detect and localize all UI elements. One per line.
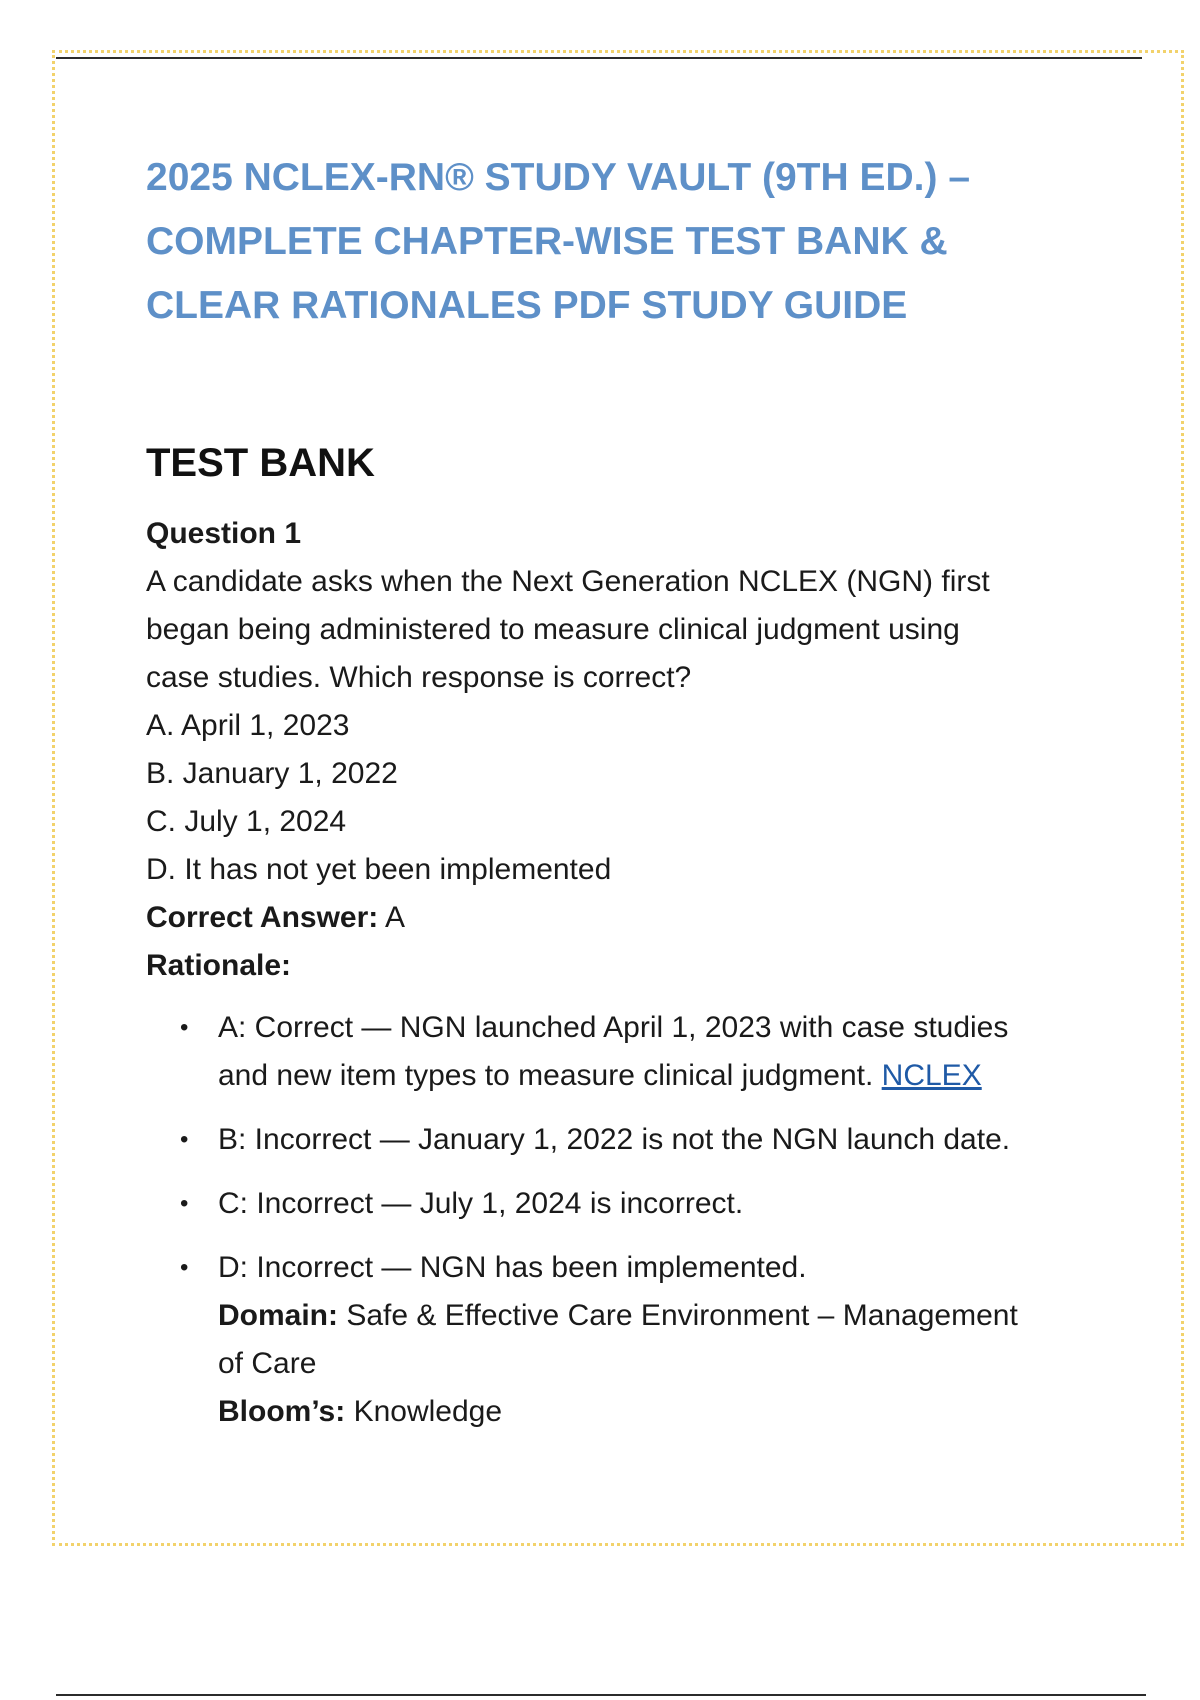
question-stem-line: case studies. Which response is correct?: [146, 661, 692, 694]
option-a: A. April 1, 2023: [146, 709, 350, 742]
bullet-icon: •: [180, 1190, 189, 1217]
rationale-a-line-2: [218, 1052, 1106, 1100]
question-block: [146, 510, 1106, 1436]
option-b: B. January 1, 2022: [146, 757, 398, 790]
rationale-a-line-1: A: Correct — NGN launched April 1, 2023 with case studies: [218, 1011, 1009, 1044]
section-heading: TEST BANK: [146, 441, 375, 485]
blooms-line: [218, 1388, 1106, 1436]
title-line-3: CLEAR RATIONALES PDF STUDY GUIDE: [146, 284, 908, 327]
rationale-heading: Rationale:: [146, 949, 292, 982]
domain-line-1: [218, 1292, 1106, 1340]
title-line-1: 2025 NCLEX-RN® STUDY VAULT (9TH ED.) –: [146, 156, 971, 199]
domain-value: Safe & Effective Care Environment – Management: [338, 1299, 1018, 1332]
question-metadata: [146, 1292, 1106, 1436]
blooms-label: Bloom’s:: [218, 1395, 346, 1428]
blooms-value: Knowledge: [345, 1395, 503, 1428]
question-stem-line: began being administered to measure clinical judgment using: [146, 613, 960, 646]
rationale-item-d: [146, 1244, 1106, 1292]
domain-line-2: of Care: [218, 1347, 317, 1380]
rationale-item-b: [146, 1116, 1106, 1164]
correct-answer-value: A: [378, 901, 405, 934]
question-label: Question 1: [146, 517, 302, 550]
title-line-2: COMPLETE CHAPTER-WISE TEST BANK &: [146, 220, 948, 263]
correct-answer-label: Correct Answer:: [146, 901, 379, 934]
rationale-c: C: Incorrect — July 1, 2024 is incorrect.: [218, 1187, 744, 1220]
rationale-d: D: Incorrect — NGN has been implemented.: [218, 1251, 807, 1284]
question-stem-line: A candidate asks when the Next Generation NCLEX (NGN) first: [146, 565, 990, 598]
rationale-list: [146, 1004, 1106, 1292]
document-title: [146, 146, 1046, 338]
bullet-icon: •: [180, 1126, 189, 1153]
rationale-a-text: and new item types to measure clinical judgment.: [218, 1059, 882, 1092]
rationale-label: [146, 942, 1106, 990]
bullet-icon: •: [180, 1014, 189, 1041]
nclex-link[interactable]: NCLEX: [881, 1059, 982, 1092]
option-c: C. July 1, 2024: [146, 805, 347, 838]
top-rule: [56, 57, 1142, 59]
option-d: D. It has not yet been implemented: [146, 853, 612, 886]
correct-answer: [146, 894, 1106, 942]
rationale-item-c: [146, 1180, 1106, 1228]
bottom-rule: [56, 1694, 1146, 1696]
rationale-b: B: Incorrect — January 1, 2022 is not the NGN launch date.: [218, 1123, 1011, 1156]
domain-label: Domain:: [218, 1299, 338, 1332]
rationale-item-a: [146, 1004, 1106, 1100]
bullet-icon: •: [180, 1254, 189, 1281]
